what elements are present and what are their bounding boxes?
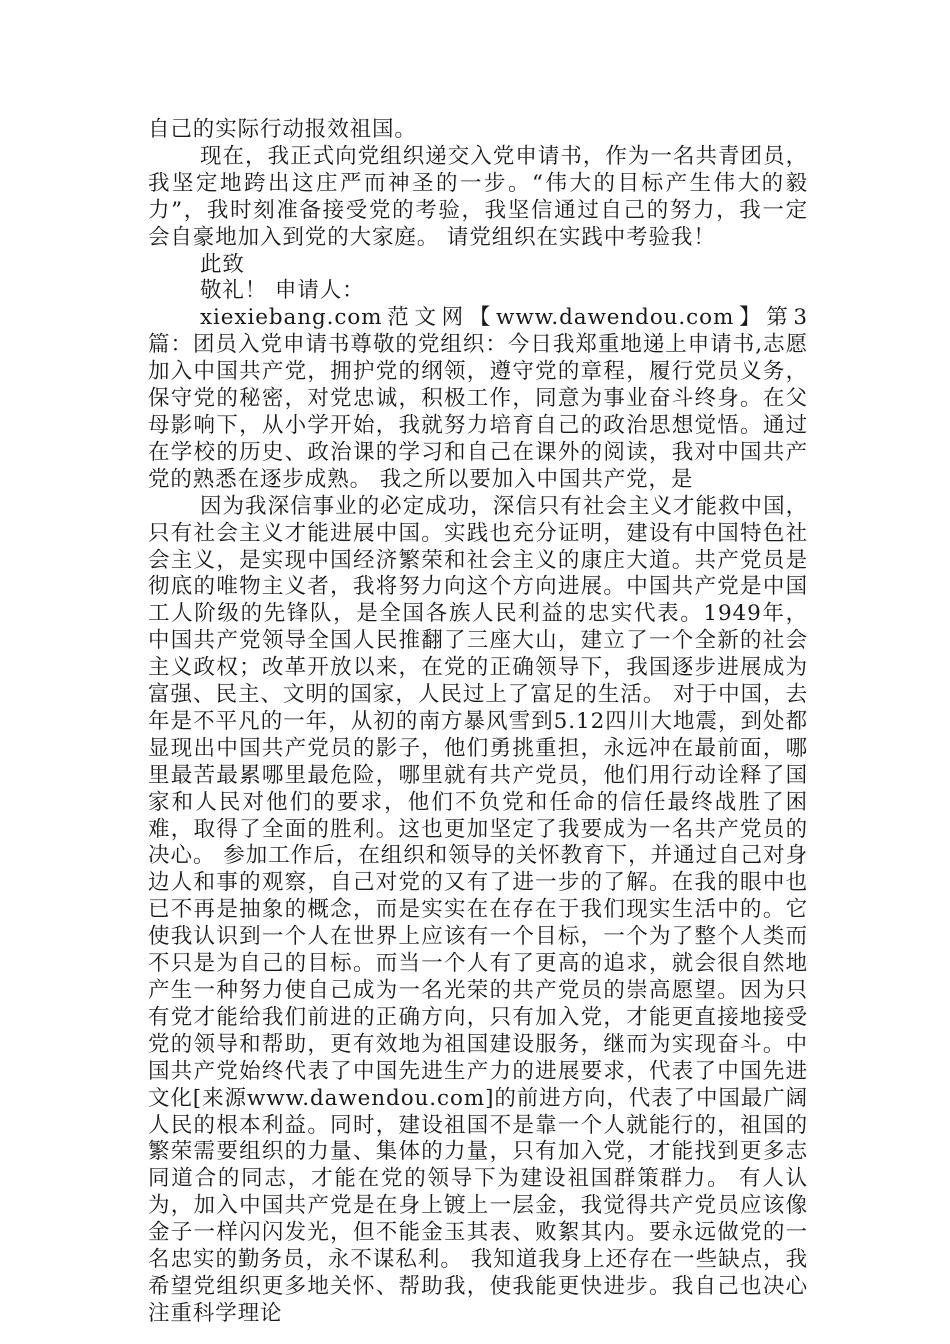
paragraph-article-3-intro: xiexiebang.com范文网【www.dawendou.com】第3篇：团员入党申请书尊敬的党组织：今日我郑重地递上申请书,志愿加入中国共产党，拥护党的纲领，遵守党的章程，履行党员义务，保守党的秘密，对党忠诚，积极工作，同意为事业奋斗终身。在父母影响下，从小学开始，我就努力培育自己的政治思想觉悟。通过在学校的历史、政治课的学习和自己在课外的阅读，我对中国共产党的熟悉在逐步成熟。 我之所以要加入中国共产党，是 bbox=[148, 305, 808, 492]
paragraph-salutation-cizhi: 此致 bbox=[200, 251, 245, 277]
paragraph-application-statement: 现在，我正式向党组织递交入党申请书，作为一名共青团员，我坚定地跨出这庄严而神圣的一步。“伟大的目标产生伟大的毅力”，我时刻准备接受党的考验，我坚信通过自己的努力，我一定会自豪地加入到党的大家庭。 请党组织在实践中考验我！ bbox=[148, 143, 808, 250]
paragraph-article-3-body: 因为我深信事业的必定成功，深信只有社会主义才能救中国，只有社会主义才能进展中国。实践也充分证明，建设有中国特色社会主义，是实现中国经济繁荣和社会主义的康庄大道。共产党员是彻底的唯物主义者，我将努力向这个方向进展。中国共产党是中国工人阶级的先锋队，是全国各族人民利益的忠实代表。1949年，中国共产党领导全国人民推翻了三座大山，建立了一个全新的社会主义政权；改革开放以来，在党的正确领导下，我国逐步进展成为富强、民主、文明的国家，人民过上了富足的生活。 对于中国，去年是不平凡的一年，从初的南方暴风雪到5.12四川大地震，到处都显现出中国共产党员的影子，他们勇挑重担，永远冲在最前面，哪里最苦最累哪里最危险，哪里就有共产党员，他们用行动诠释了国家和人民对他们的要求，他们不负党和任命的信任最终战胜了困难，取得了全面的胜利。这也更加坚定了我要成为一名共产党员的决心。 参加工作后，在组织和领导的关怀教育下，并通过自己对身边人和事的观察，自己对党的又有了进一步的了解。在我的眼中也已不再是抽象的概念，而是实实在在存在于我们现实生活中的。它使我认识到一个人在世界上应该有一个目标，一个为了整个人类而不只是为自己的目标。而当一个人有了更高的追求，就会很自然地产生一种努力使自己成为一名光荣的共产党员的崇高愿望。因为只有党才能给我们前进的正确方向，只有加入党，才能更直接地接受党的领导和帮助，更有效地为祖国建设服务，继而为实现奋斗。中国共产党始终代表了中国先进生产力的进展要求，代表了中国先进文化[来源www.dawendou.com]的前进方向，代表了中国最广阔人民的根本利益。同时，建设祖国不是靠一个人就能行的，祖国的繁荣需要组织的力量、集体的力量，只有加入党，才能找到更多志同道合的同志，才能在党的领导下为建设祖国群策群力。 有人认为，加入中国共产党是在身上镀上一层金，我觉得共产党员应该像金子一样闪闪发光，但不能金玉其表、败絮其内。要永远做党的一名忠实的勤务员，永不谋私利。 我知道我身上还存在一些缺点，我希望党组织更多地关怀、帮助我，使我能更快进步。我自己也决心注重科学理论 bbox=[148, 493, 808, 1326]
paragraph-closing-sentence: 自己的实际行动报效祖国。 bbox=[148, 117, 417, 142]
paragraph-salutation-jingli: 敬礼！ 申请人： bbox=[200, 278, 365, 304]
document-body bbox=[148, 117, 808, 1328]
